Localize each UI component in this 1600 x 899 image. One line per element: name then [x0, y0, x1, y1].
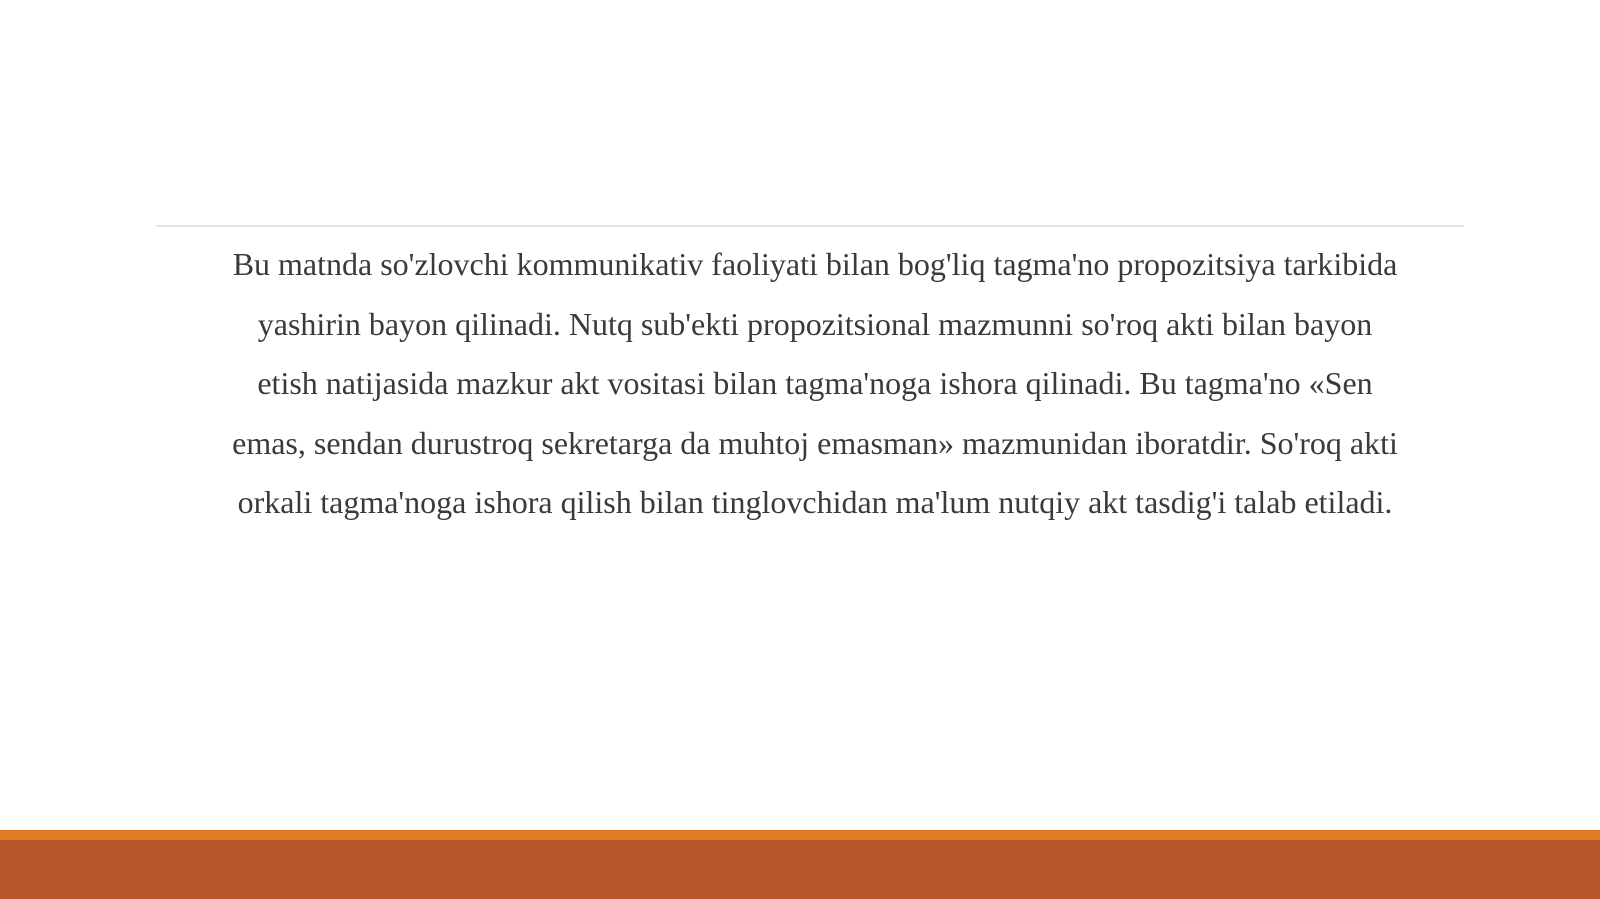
slide-body-text: Bu matnda so'zlovchi kommunikativ faoliyati bilan bog'liq tagma'no propozitsiya tarkibida yashirin bayon qilinadi. Nutq sub'ekti propozitsional mazmunni so'roq akti bilan bayon etish natijasida mazkur akt vositasi bilan tagma'noga ishora qilinadi. Bu tagma'no «Sen emas, sendan durustroq sekretarga da muhtoj emasman» mazmunidan iboratdir. So'roq akti orkali tagma'noga ishora qilish bilan tinglovchidan ma'lum nutqiy akt tasdig'i talab etiladi. — [232, 246, 1398, 520]
footer-bar — [0, 840, 1600, 899]
title-divider — [156, 225, 1464, 227]
footer-accent-stripe — [0, 830, 1600, 840]
